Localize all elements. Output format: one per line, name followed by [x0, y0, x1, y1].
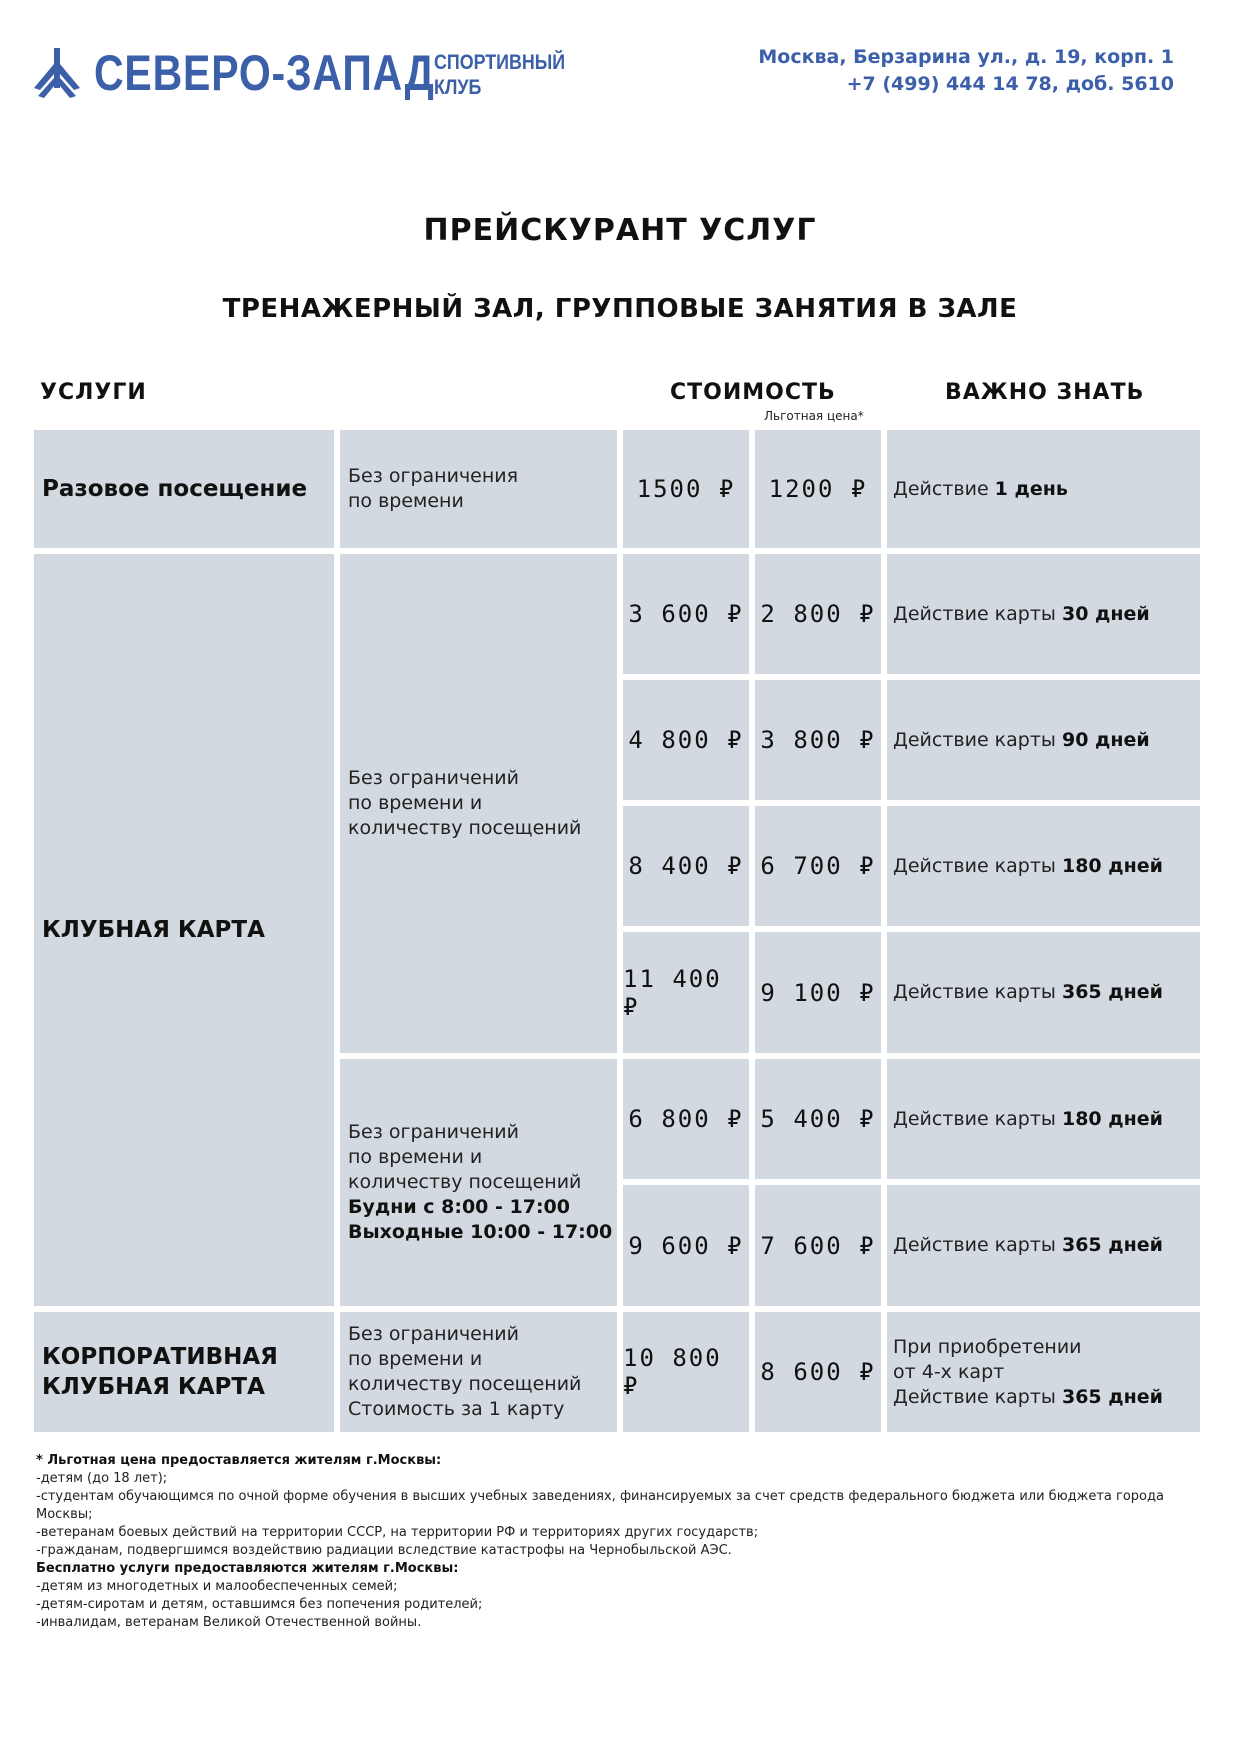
discount-price-single: 1200 ₽ — [768, 475, 868, 503]
page-subtitle: ТРЕНАЖЕРНЫЙ ЗАЛ, ГРУППОВЫЕ ЗАНЯТИЯ В ЗАЛЕ — [222, 294, 1018, 324]
discount-cell — [755, 1059, 881, 1179]
note-prefix: Действие — [893, 477, 995, 500]
price-cell — [623, 1185, 749, 1306]
column-header-notes: ВАЖНО ЗНАТЬ — [945, 380, 1145, 405]
price-cell — [623, 932, 749, 1053]
service-desc-single — [340, 430, 617, 548]
discount-cell — [755, 806, 881, 926]
page-title: ПРЕЙСКУРАНТ УСЛУГ — [423, 213, 817, 248]
price-cell — [623, 680, 749, 800]
footnote-item: -детям (до 18 лет); — [36, 1471, 168, 1486]
service-desc-cell — [340, 1059, 617, 1306]
desc-line-bold: Выходные 10:00 - 17:00 — [348, 1221, 613, 1243]
service-desc-club-b — [340, 1059, 617, 1306]
desc-line-bold: Будни с 8:00 - 17:00 — [348, 1196, 570, 1218]
price-cell — [623, 806, 749, 926]
price-club-30: 3 600 ₽ — [628, 600, 744, 628]
note-club-day-180: Действие карты 180 дней — [893, 1107, 1163, 1130]
service-desc-cell — [340, 1312, 617, 1432]
price-single: 1500 ₽ — [636, 475, 736, 503]
note-cell — [887, 806, 1200, 926]
note-cell — [887, 680, 1200, 800]
discount-cell — [755, 430, 881, 548]
note-cell — [887, 932, 1200, 1053]
desc-line: количеству посещений — [348, 817, 582, 839]
discount-cell — [755, 1185, 881, 1306]
footnote-item: -ветеранам боевых действий на территории СССР, на территории РФ и территориях других государств; — [36, 1525, 759, 1540]
price-club-90: 4 800 ₽ — [628, 726, 744, 754]
service-name-cell — [34, 1312, 334, 1432]
desc-line: по времени и — [348, 792, 483, 814]
column-header-services: УСЛУГИ — [40, 380, 147, 405]
service-name-cell — [34, 554, 334, 1306]
footnote-heading: * Льготная цена предоставляется жителям г.Москвы: — [36, 1453, 442, 1468]
phone: +7 (499) 444 14 78, доб. 5610 — [846, 73, 1174, 95]
footnote — [36, 1452, 1216, 1632]
discount-cell — [755, 1312, 881, 1432]
logo-subtitle-line: КЛУБ — [434, 76, 482, 99]
discount-corporate: 8 600 ₽ — [760, 1358, 876, 1386]
note-cell — [887, 430, 1200, 548]
desc-line: количеству посещений — [348, 1171, 582, 1193]
footnote-item: -гражданам, подвергшимся воздействию радиации вследствие катастрофы на Чернобыльской АЭС. — [36, 1543, 732, 1558]
price-club-365: 11 400 ₽ — [623, 964, 722, 1021]
note-club-day-365: Действие карты 365 дней — [893, 1234, 1163, 1256]
footnote-item: -детям из многодетных и малообеспеченных семей; — [36, 1579, 398, 1594]
desc-line: по времени и — [348, 1348, 483, 1370]
column-header-cost: СТОИМОСТЬ — [670, 380, 836, 405]
price-club-day-180: 6 800 ₽ — [628, 1105, 744, 1133]
discount-club-365: 9 100 ₽ — [760, 978, 876, 1007]
desc-line: по времени — [348, 490, 464, 512]
service-name-single: Разовое посещение — [42, 476, 308, 502]
desc-line: количеству посещений — [348, 1373, 582, 1395]
note-cell — [887, 1059, 1200, 1179]
discount-club-day-365: 7 600 ₽ — [760, 1231, 876, 1260]
price-cell — [623, 430, 749, 548]
note-club-180: Действие карты 180 дней — [893, 854, 1163, 877]
discount-club-30: 2 800 ₽ — [760, 600, 876, 628]
price-cell — [623, 554, 749, 674]
note-single — [887, 430, 1200, 548]
note-cell — [887, 554, 1200, 674]
desc-line: Без ограничений — [348, 1121, 519, 1143]
service-name-cell — [34, 430, 334, 548]
discount-club-180: 6 700 ₽ — [760, 852, 876, 880]
note-club-90: Действие карты 90 дней — [893, 728, 1150, 751]
discount-club-day-180: 5 400 ₽ — [760, 1105, 876, 1133]
note-corporate: При приобретении от 4-х карт Действие карты 365 дней — [893, 1335, 1163, 1408]
note-duration: 1 день — [994, 477, 1068, 500]
discount-club-90: 3 800 ₽ — [760, 726, 876, 754]
price-corporate: 10 800 ₽ — [623, 1344, 722, 1400]
discount-cell — [755, 932, 881, 1053]
desc-line: по времени и — [348, 1146, 483, 1168]
desc-line: Без ограничения — [348, 465, 519, 487]
service-name-club: КЛУБНАЯ КАРТА — [42, 917, 265, 943]
service-desc-cell — [340, 430, 617, 548]
note-cell — [887, 1185, 1200, 1306]
logo-subtitle-line: СПОРТИВНЫЙ — [434, 51, 566, 74]
price-cell — [623, 1059, 749, 1179]
price-club-180: 8 400 ₽ — [628, 852, 744, 880]
logo-name: СЕВЕРО-ЗАПАД — [94, 45, 435, 101]
discount-cell — [755, 554, 881, 674]
desc-line: Стоимость за 1 карту — [348, 1398, 565, 1420]
desc-line: Без ограничений — [348, 767, 519, 789]
footnote-heading: Бесплатно услуги предоставляются жителям г.Москвы: — [36, 1561, 459, 1576]
service-name-corporate: КОРПОРАТИВНАЯ КЛУБНАЯ КАРТА — [42, 1344, 278, 1400]
note-club-365: Действие карты 365 дней — [893, 981, 1163, 1003]
price-club-day-365: 9 600 ₽ — [628, 1231, 744, 1260]
desc-line: Без ограничений — [348, 1323, 519, 1345]
service-desc-cell — [340, 554, 617, 1053]
service-desc-corporate — [340, 1312, 617, 1432]
footnote-item: -студентам обучающимся по очной форме обучения в высших учебных заведениях, финансируемых за счет средств федерального бюджета или бюджета города Москвы; — [36, 1489, 1164, 1522]
footnote-item: -инвалидам, ветеранам Великой Отечественной войны. — [36, 1615, 422, 1630]
note-club-30: Действие карты 30 дней — [893, 602, 1150, 625]
service-desc-club-a — [340, 554, 617, 1053]
address: Москва, Берзарина ул., д. 19, корп. 1 — [758, 46, 1174, 68]
discount-price-label: Льготная цена* — [764, 409, 864, 423]
footnote-item: -детям-сиротам и детям, оставшимся без попечения родителей; — [36, 1597, 483, 1612]
discount-cell — [755, 680, 881, 800]
price-cell — [623, 1312, 749, 1432]
note-cell — [887, 1312, 1200, 1432]
